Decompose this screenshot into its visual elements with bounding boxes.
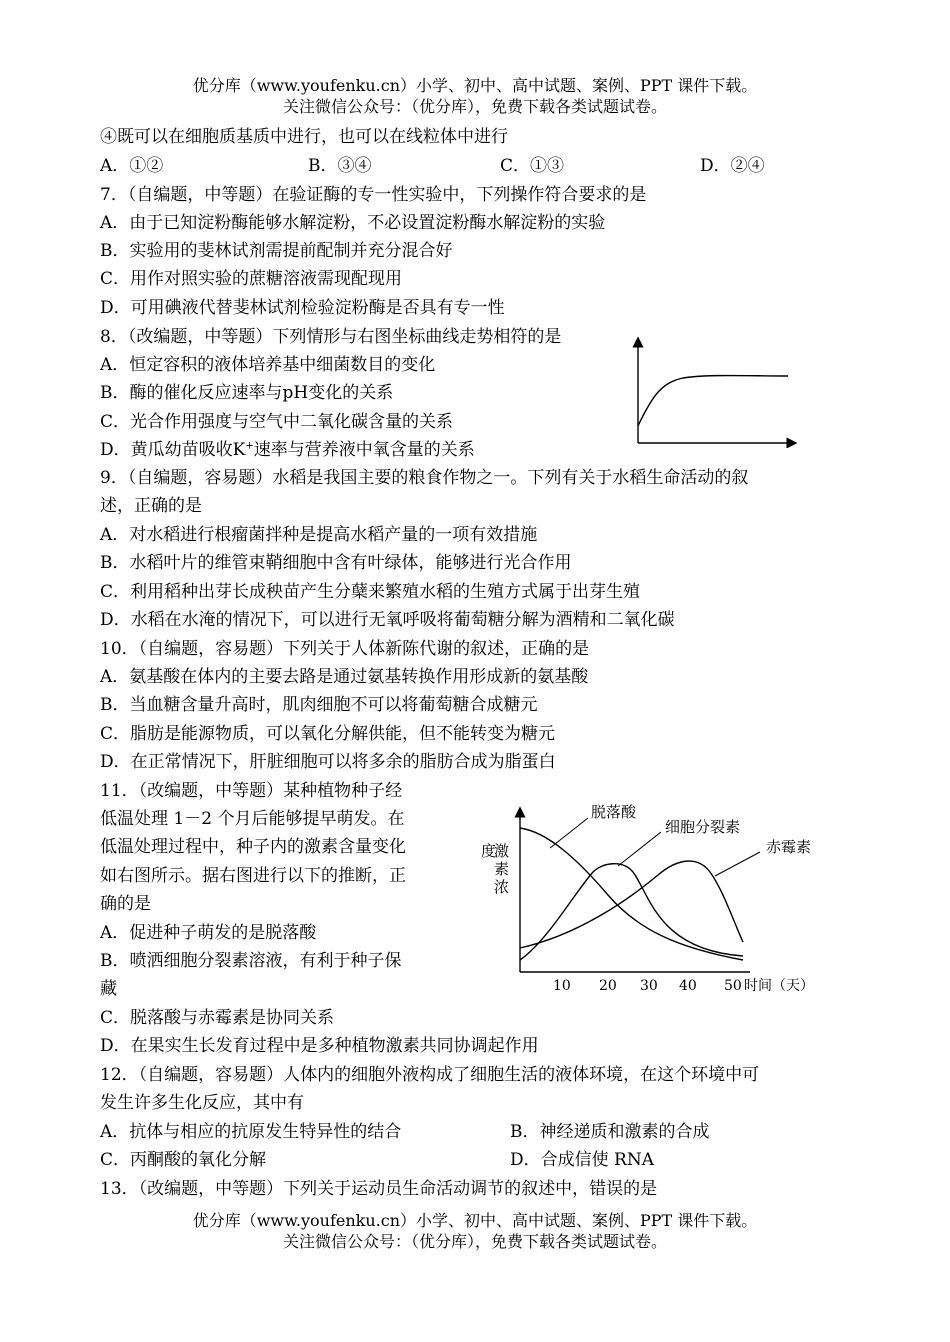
q10-option-b: B．当血糖含量升高时，肌肉细胞不可以将葡萄糖合成糖元	[100, 695, 538, 715]
q11-xtick-30: 30	[640, 978, 658, 994]
q9-option-c: C．利用稻种出芽长成秧苗产生分蘖来繁殖水稻的生殖方式属于出芽生殖	[100, 582, 641, 602]
q11-xlabel: 时间（天）	[744, 978, 814, 994]
q11-stem-1: 11．（改编题，中等题）某种植物种子经	[100, 781, 403, 801]
q11-label-cytokinin: 细胞分裂素	[665, 818, 741, 836]
q11-leader-abscisic-acid	[550, 818, 588, 848]
q11-stem-5: 确的是	[100, 894, 151, 914]
q8-option-b: B．酶的催化反应速率与pH变化的关系	[100, 383, 394, 403]
q8-option-c: C．光合作用强度与空气中二氧化碳含量的关系	[100, 412, 454, 432]
q6-option-d: D．②④	[700, 156, 765, 176]
q12-option-b: B．神经递质和激素的合成	[510, 1122, 710, 1142]
q11-xtick-40: 40	[679, 978, 697, 994]
header-line-1: 优分库（www.youfenku.cn）小学、初中、高中试题、案例、PPT 课件下载。	[192, 76, 758, 95]
q12-option-d: D．合成信使 RNA	[510, 1150, 654, 1170]
q8-option-d-post: 速率与营养液中氧含量的关系	[253, 440, 475, 460]
q6-item-4: ④既可以在细胞质基质中进行，也可以在线粒体中进行	[100, 127, 508, 147]
q10-option-d: D．在正常情况下，肝脏细胞可以将多余的脂肪合成为脂蛋白	[100, 752, 556, 772]
q12-option-c: C．丙酮酸的氧化分解	[100, 1150, 267, 1170]
q8-option-a: A．恒定容积的液体培养基中细菌数目的变化	[100, 355, 436, 375]
q11-label-abscisic-acid: 脱落酸	[591, 803, 637, 821]
footer-line-1: 优分库（www.youfenku.cn）小学、初中、高中试题、案例、PPT 课件下载。	[192, 1211, 758, 1230]
q8-option-d-pre: D．黄瓜幼苗吸收K	[100, 440, 246, 460]
q9-option-a: A．对水稻进行根瘤菌拌种是提高水稻产量的一项有效措施	[100, 525, 538, 545]
q11-label-gibberellin: 赤霉素	[766, 838, 812, 856]
q11-ylabel-char-1: 激	[494, 842, 510, 860]
q7-option-a: A．由于已知淀粉酶能够水解淀粉，不必设置淀粉酶水解淀粉的实验	[100, 213, 606, 233]
q11-curve-gibberellin	[520, 861, 743, 948]
q6-option-a: A．①②	[100, 156, 164, 176]
q8-stem: 8．（改编题，中等题）下列情形与右图坐标曲线走势相符的是	[100, 327, 562, 347]
q11-ylabel-char-2: 素	[494, 860, 510, 878]
q8-option-d	[100, 439, 475, 461]
q11-xtick-10: 10	[553, 978, 571, 994]
q11-curve-cytokinin	[520, 864, 743, 960]
q12-option-a: A．抗体与相应的抗原发生特异性的结合	[100, 1122, 402, 1142]
q13-stem: 13．（改编题，中等题）下列关于运动员生命活动调节的叙述中，错误的是	[100, 1179, 658, 1199]
q8-option-d-sup: +	[245, 440, 254, 452]
q11-hormone-chart	[478, 790, 828, 1000]
q9-stem-2: 述，正确的是	[100, 496, 202, 516]
q11-ylabel-char-3: 浓	[494, 878, 510, 896]
q11-option-a: A．促进种子萌发的是脱落酸	[100, 923, 317, 943]
q7-option-d: D．可用碘液代替斐林试剂检验淀粉酶是否具有专一性	[100, 298, 505, 318]
q7-option-c: C．用作对照实验的蔗糖溶液需现配现用	[100, 269, 403, 289]
q11-stem-3: 低温处理过程中，种子内的激素含量变化	[100, 837, 406, 857]
q10-option-c: C．脂肪是能源物质，可以氧化分解供能，但不能转变为糖元	[100, 724, 556, 744]
q11-ylabel-char-4: 度	[481, 842, 497, 860]
q11-option-b-2: 藏	[100, 979, 117, 999]
q6-option-c: C．①③	[500, 156, 565, 176]
q9-option-b: B．水稻叶片的维管束鞘细胞中含有叶绿体，能够进行光合作用	[100, 553, 572, 573]
footer-line-2: 关注微信公众号：（优分库），免费下载各类试题试卷。	[282, 1232, 667, 1251]
q11-stem-4: 如右图所示。据右图进行以下的推断，正	[100, 866, 406, 886]
q6-option-b: B．③④	[308, 156, 372, 176]
q10-stem: 10．（自编题，容易题）下列关于人体新陈代谢的叙述，正确的是	[100, 639, 590, 659]
q9-option-d: D．水稻在水淹的情况下，可以进行无氧呼吸将葡萄糖分解为酒精和二氧化碳	[100, 610, 675, 630]
q11-option-b-1: B．喷洒细胞分裂素溶液，有利于种子保	[100, 951, 402, 971]
q12-stem-2: 发生许多生化反应，其中有	[100, 1093, 304, 1113]
q11-option-c: C．脱落酸与赤霉素是协同关系	[100, 1008, 335, 1028]
q12-stem-1: 12．（自编题，容易题）人体内的细胞外液构成了细胞生活的液体环境，在这个环境中可	[100, 1065, 760, 1085]
q11-xtick-20: 20	[599, 978, 617, 994]
q9-stem-1: 9．（自编题，容易题）水稻是我国主要的粮食作物之一。下列有关于水稻生命活动的叙	[100, 468, 749, 488]
q8-curve	[638, 376, 788, 427]
q11-leader-gibberellin	[715, 852, 760, 876]
q11-xtick-50: 50	[724, 978, 742, 994]
q10-option-a: A．氨基酸在体内的主要去路是通过氨基转换作用形成新的氨基酸	[100, 667, 589, 687]
q7-option-b: B．实验用的斐林试剂需提前配制并充分混合好	[100, 241, 453, 261]
header-line-2: 关注微信公众号：（优分库），免费下载各类试题试卷。	[282, 97, 667, 116]
q11-curve-abscisic-acid	[520, 828, 743, 960]
q7-stem: 7．（自编题，中等题）在验证酶的专一性实验中，下列操作符合要求的是	[100, 185, 647, 205]
q11-leader-cytokinin	[618, 832, 661, 866]
q8-curve-chart	[628, 334, 798, 448]
q11-stem-2: 低温处理 1－2 个月后能够提早萌发。在	[100, 809, 405, 829]
q11-option-d: D．在果实生长发育过程中是多种植物激素共同协调起作用	[100, 1036, 539, 1056]
